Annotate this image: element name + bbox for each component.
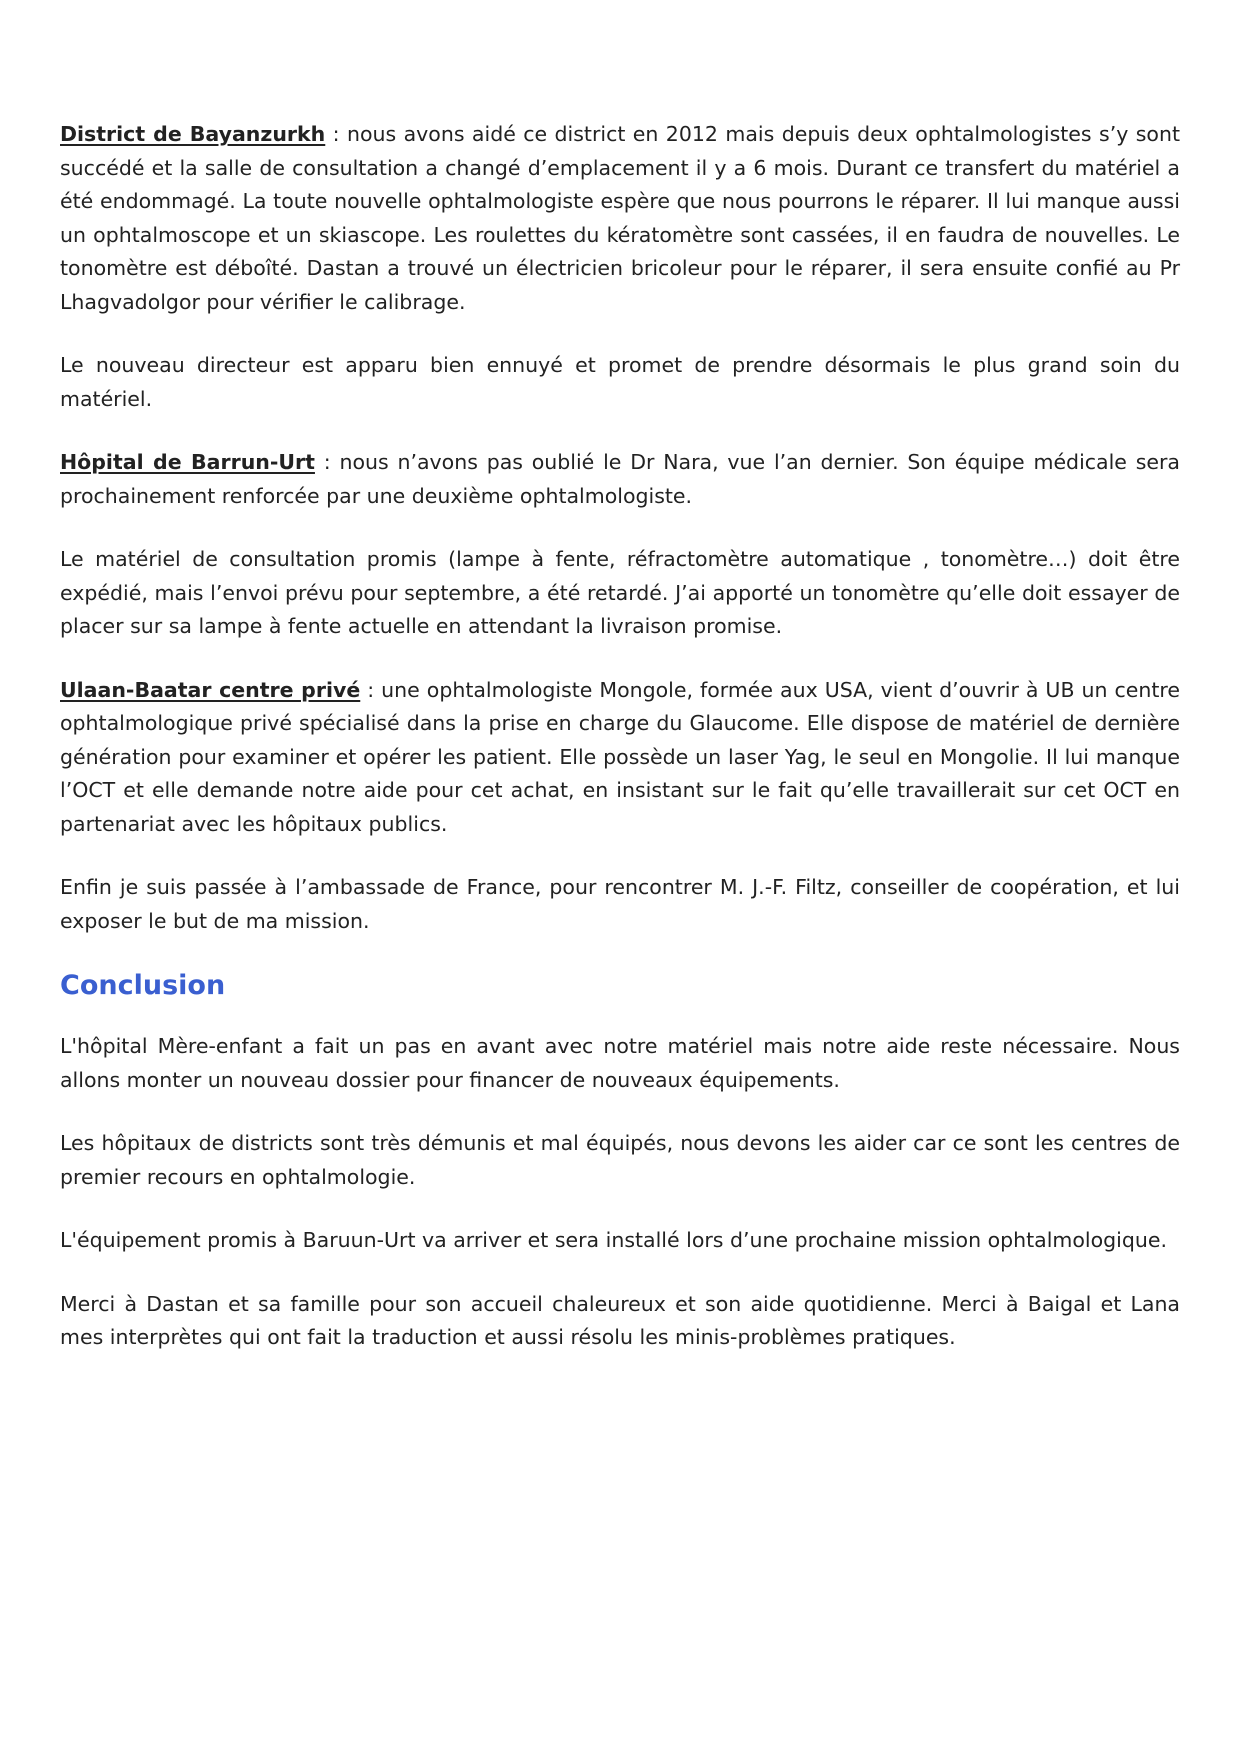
document-page bbox=[60, 118, 1180, 1385]
section-title-conclusion: Conclusion bbox=[60, 970, 226, 1001]
paragraph-bayanzurkh bbox=[60, 118, 1180, 319]
paragraph-text: Le matériel de consultation promis (lampe à fente, réfractomètre automatique , tonomètre…) doit être expédié, mais l’envoi prévu pour septembre, a été retardé. J’ai apporté un tonomètre qu’elle doit essayer de placer sur sa lampe à fente actuelle en attendant la livraison promise. bbox=[60, 547, 1180, 638]
paragraph-term: Hôpital de Barrun-Urt bbox=[60, 450, 315, 474]
conclusion-paragraph: Merci à Dastan et sa famille pour son accueil chaleureux et son aide quotidienne. Merci à Baigal et Lana mes interprètes qui ont fait la traduction et aussi résolu les minis-problèmes pratiques. bbox=[60, 1291, 1180, 1349]
paragraph-ambassade bbox=[60, 871, 1180, 938]
paragraph-term: Ulaan-Baatar centre privé bbox=[60, 677, 361, 702]
paragraph-barrun-urt bbox=[60, 446, 1180, 513]
paragraph-text: : nous n’avons pas oublié le Dr Nara, vue l’an dernier. Son équipe médicale sera prochainement renforcée par une deuxième ophtalmologiste. bbox=[60, 450, 1180, 508]
paragraph-text: : une ophtalmologiste Mongole, formée aux USA, vient d’ouvrir à UB un centre ophtalmologique privé spécialisé dans la prise en charge du Glaucome. Elle dispose de matériel de dernière génération pour examiner et opérer les patient. Elle possède un laser Yag, le seul en Mongolie. Il lui manque l’OCT et elle demande notre aide pour cet achat, en insistant sur le fait qu’elle travaillerait sur cet OCT en partenariat avec les hôpitaux publics. bbox=[60, 677, 1180, 836]
paragraph-ulaan-baatar bbox=[60, 674, 1180, 842]
paragraph-text: Enfin je suis passée à l’ambassade de France, pour rencontrer M. J.-F. Filtz, conseiller de coopération, et lui exposer le but de ma mission. bbox=[60, 875, 1180, 933]
paragraph-term: District de Bayanzurkh bbox=[60, 122, 326, 146]
conclusion-paragraph: Les hôpitaux de districts sont très démunis et mal équipés, nous devons les aider car ce sont les centres de premier recours en ophtalmologie. bbox=[60, 1131, 1180, 1189]
paragraph-text: : nous avons aidé ce district en 2012 mais depuis deux ophtalmologistes s’y sont succédé et la salle de consultation a changé d’emplacement il y a 6 mois. Durant ce transfert du matériel a été endommagé. La toute nouvelle ophtalmologiste espère que nous pourrons le réparer. Il lui manque aussi un ophtalmoscope et un skiascope. Les roulettes du kératomètre sont cassées, il en faudra de nouvelles. Le tonomètre est déboîté. Dastan a trouvé un électricien bricoleur pour le réparer, il sera ensuite confié au Pr Lhagvadolgor pour vérifier le calibrage. bbox=[60, 122, 1181, 314]
conclusion-paragraph: L'équipement promis à Baruun-Urt va arriver et sera installé lors d’une prochaine mission ophtalmologique. bbox=[60, 1228, 1168, 1252]
paragraph-text: Le nouveau directeur est apparu bien ennuyé et promet de prendre désormais le plus grand soin du matériel. bbox=[60, 353, 1180, 411]
conclusion-paragraph: L'hôpital Mère-enfant a fait un pas en avant avec notre matériel mais notre aide reste nécessaire. Nous allons monter un nouveau dossier pour financer de nouveaux équipements. bbox=[60, 1034, 1180, 1092]
paragraph-materiel bbox=[60, 543, 1180, 644]
paragraph-directeur bbox=[60, 349, 1180, 416]
